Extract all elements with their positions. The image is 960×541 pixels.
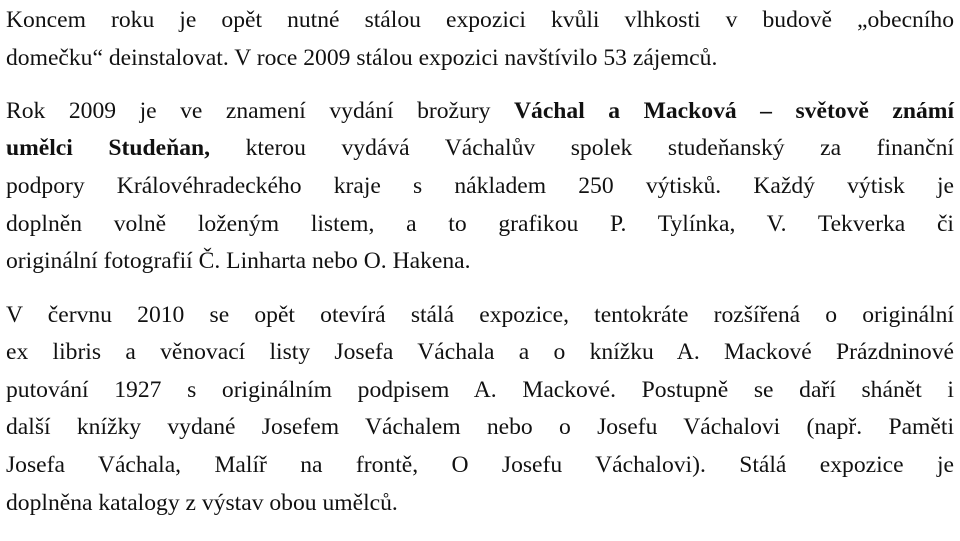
text-line: Josefa Váchala, Malíř na frontě, O Josefu Váchalovi). Stálá expozice je xyxy=(6,451,954,478)
text-run: kterou vydává Váchalův spolek studeňanský za finanční xyxy=(210,135,954,162)
text-line: podpory Královéhradeckého kraje s nákladem 250 výtisků. Každý výtisk je xyxy=(6,173,954,200)
text-line: domečku“ deinstalovat. V roce 2009 stálou expozici navštívilo 53 zájemců. xyxy=(6,44,718,71)
text-line xyxy=(6,93,954,131)
brochure-title-bold: Váchal a Macková – světově známí xyxy=(513,97,954,124)
text-line: putování 1927 s originálním podpisem A. Mackové. Postupně se daří shánět i xyxy=(6,376,954,403)
text-line: V červnu 2010 se opět otevírá stálá expozice, tentokráte rozšířená o originální xyxy=(6,301,954,328)
text-line: doplněn volně loženým listem, a to grafikou P. Tylínka, V. Tekverka či xyxy=(6,210,954,237)
text-line: doplněna katalogy z výstav obou umělců. xyxy=(6,489,398,516)
text-line: Koncem roku je opět nutné stálou expozici kvůli vlhkosti v budově „obecního xyxy=(6,7,954,33)
text-line: ex libris a věnovací listy Josefa Váchala a o knížku A. Mackové Prázdninové xyxy=(6,339,954,366)
paragraph-expozice-2010 xyxy=(6,297,954,523)
text-line: další knížky vydané Josefem Váchalem nebo o Josefu Váchalovi (např. Paměti xyxy=(6,414,954,441)
text-line xyxy=(6,130,954,168)
brochure-title-bold: umělci Studeňan, xyxy=(6,135,211,162)
paragraph-expozice-deinstalace xyxy=(6,2,954,77)
text-line: originální fotografií Č. Linharta nebo O. Hakena. xyxy=(6,248,471,275)
text-run: Rok 2009 je ve znamení vydání brožury xyxy=(6,97,514,124)
paragraph-brozura xyxy=(6,93,954,281)
